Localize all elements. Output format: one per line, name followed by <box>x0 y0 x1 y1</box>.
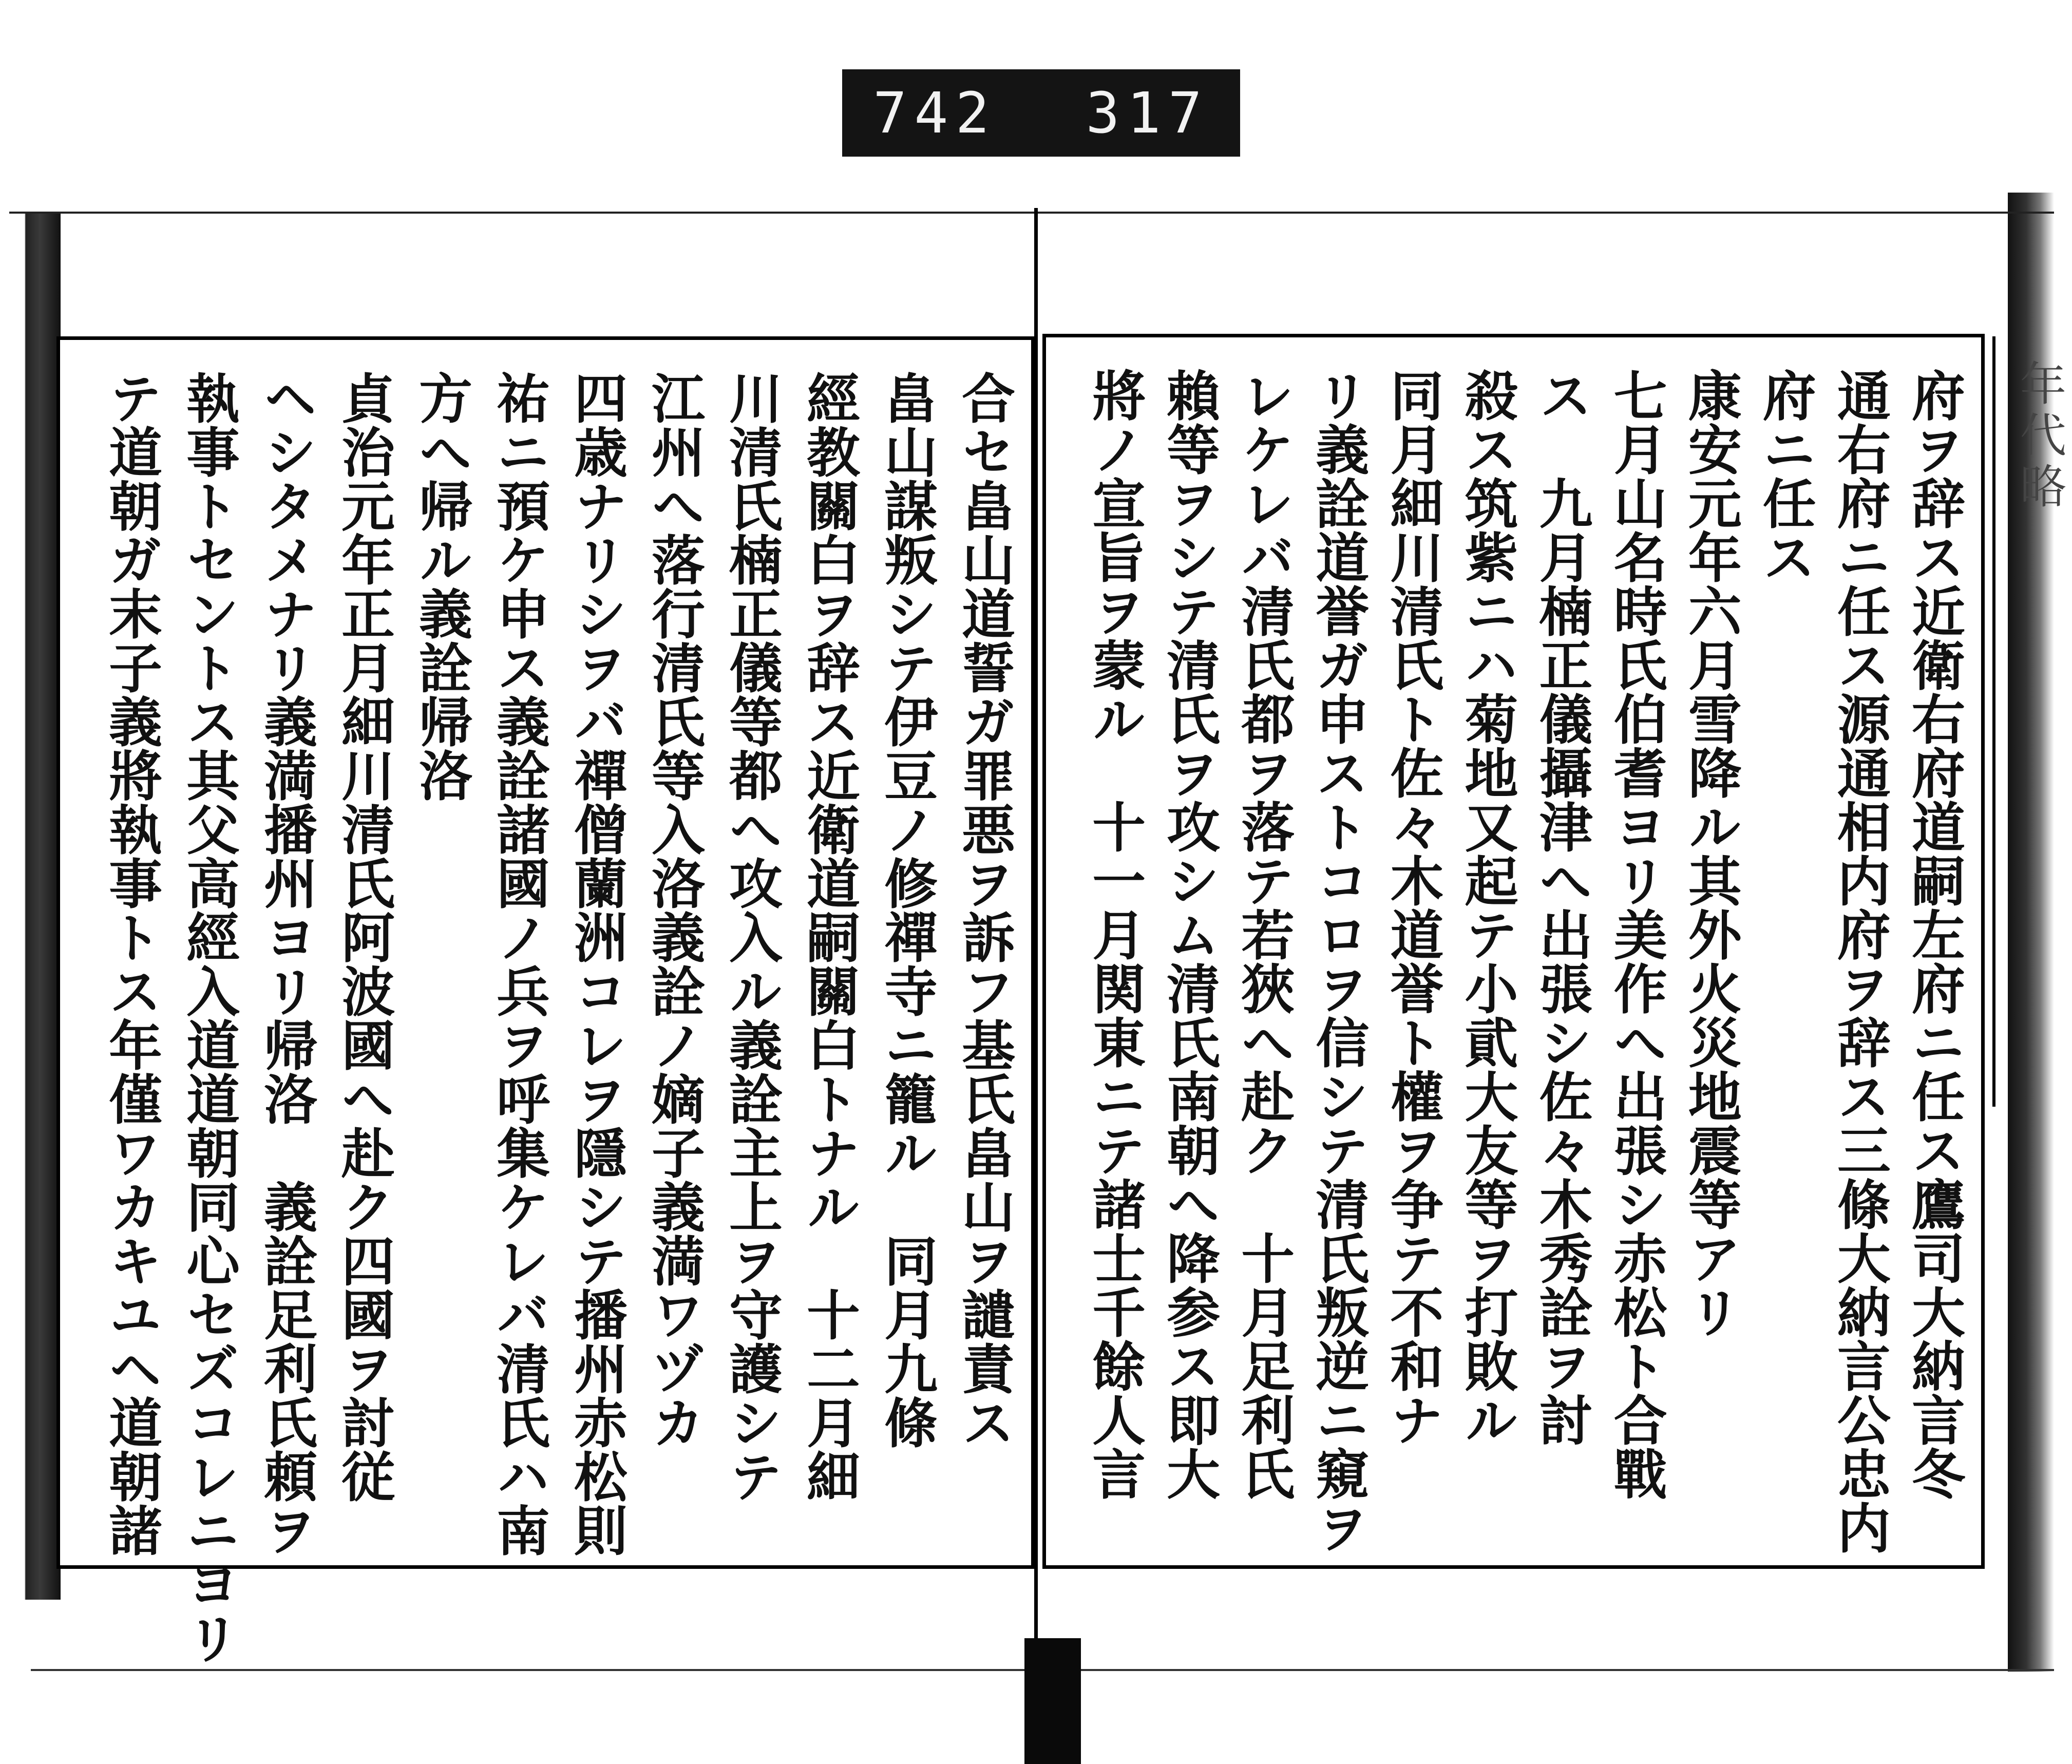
text-column: 江州へ落行清氏等入洛義詮ノ嫡子義満ワヅカ <box>642 371 706 1449</box>
side-title-label: 年代略 <box>2012 359 2066 514</box>
text-column: 合セ畠山道誓ガ罪悪ヲ訴フ基氏畠山ヲ譴責ス <box>953 371 1016 1449</box>
frame-top-border <box>9 212 2054 214</box>
text-column: 通右府ニ任ス源通相内府ヲ辞ス三條大納言公忠内 <box>1828 368 1891 1554</box>
text-column: 畠山謀叛シテ伊豆ノ修禪寺ニ籠ル 同月九條 <box>875 371 938 1449</box>
text-column: 經教關白ヲ辞ス近衛道嗣關白トナル 十二月細 <box>797 371 861 1503</box>
scan-edge-left <box>9 213 61 1600</box>
right-page <box>1042 334 1985 1569</box>
call-number-label <box>842 69 1240 157</box>
text-column: 同月細川清氏ト佐々木道誉ト權ヲ争テ不和ナ <box>1381 368 1444 1447</box>
text-column: リ義詮道誉ガ申ストコロヲ信シテ清氏叛逆ニ窺ヲ <box>1306 368 1370 1554</box>
text-column: 四歳ナリシヲバ禪僧蘭洲コレヲ隱シテ播州赤松則 <box>565 371 628 1557</box>
text-column: レケレバ清氏都ヲ落テ若狹へ赴ク 十月足利氏 <box>1232 368 1296 1501</box>
text-column: 康安元年六月雪降ル其外火災地震等アリ <box>1679 368 1742 1339</box>
left-page-columns <box>81 371 1016 1665</box>
text-column: 方へ帰ル義詮帰洛 <box>410 371 473 802</box>
text-column: 殺ス筑紫ニハ菊地又起テ小貮大友等ヲ打敗ル <box>1455 368 1519 1447</box>
text-column: 祐ニ預ケ申ス義詮諸國ノ兵ヲ呼集ケレバ清氏ハ南 <box>487 371 550 1557</box>
text-column: 川清氏楠正儀等都へ攻入ル義詮主上ヲ守護シテ <box>720 371 783 1503</box>
right-page-columns <box>1067 368 1966 1554</box>
text-column: ス 九月楠正儀攝津へ出張シ佐々木秀詮ヲ討 <box>1530 368 1593 1447</box>
text-column: 府ニ任ス <box>1753 368 1817 584</box>
text-column: 將ノ宣旨ヲ蒙ル 十一月関東ニテ諸士千餘人言 <box>1083 368 1147 1501</box>
spine-shadow <box>1024 1638 1081 1764</box>
text-column: 執事トセントス其父高經入道道朝同心セズコレニヨリ <box>177 371 240 1665</box>
call-number-right: 317 <box>1086 80 1209 146</box>
text-column: 貞治元年正月細川清氏阿波國へ赴ク四國ヲ討従 <box>332 371 395 1503</box>
text-column: 府ヲ辞ス近衛右府道嗣左府ニ任ス鷹司大納言冬 <box>1902 368 1966 1501</box>
left-page <box>56 336 1035 1665</box>
text-column: ヘシタメナリ義満播州ヨリ帰洛 義詮足利氏頼ヲ <box>255 371 318 1557</box>
text-column: 賴等ヲシテ清氏ヲ攻シム清氏南朝へ降参ス即大 <box>1157 368 1221 1501</box>
spine-divider <box>1034 208 1038 1641</box>
text-column: テ道朝ガ末子義將執事トス年僅ワカキユヘ道朝諸 <box>100 371 163 1557</box>
call-number-left: 742 <box>873 80 997 146</box>
text-column: 七月山名時氏伯耆ヨリ美作へ出張シ赤松ト合戰 <box>1604 368 1668 1501</box>
